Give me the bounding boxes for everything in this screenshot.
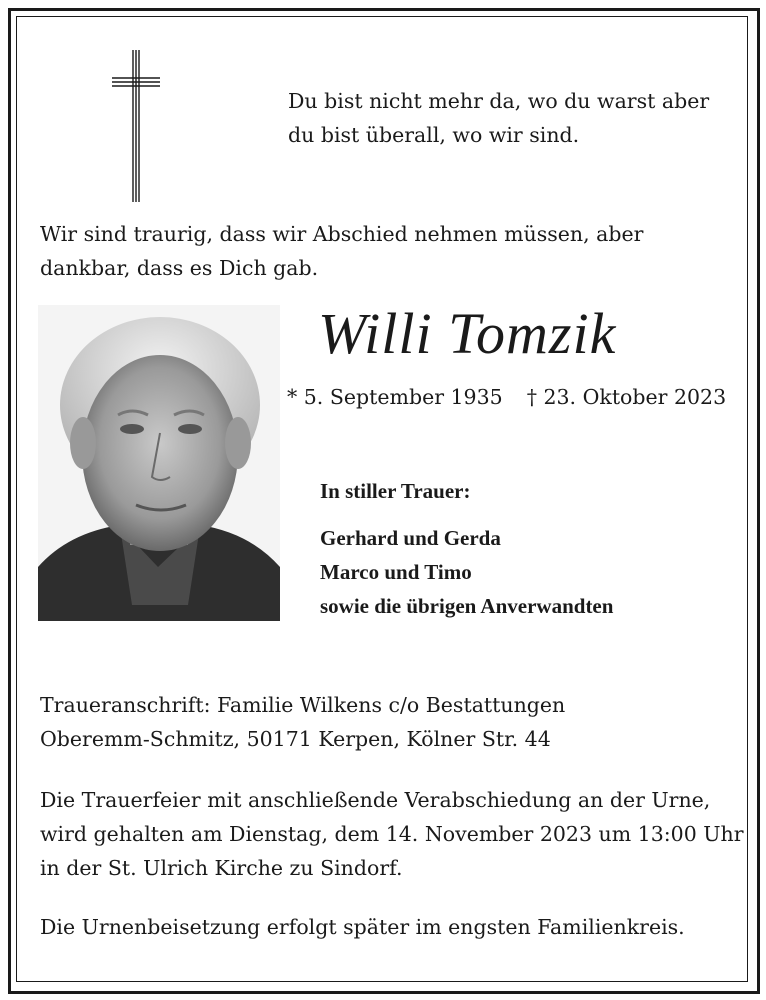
mourner-line: sowie die übrigen Anverwandten xyxy=(320,594,614,618)
burial-text: Die Urnenbeisetzung erfolgt später im engsten Familienkreis. xyxy=(40,915,685,939)
portrait-photo xyxy=(38,305,280,621)
mourning-heading: In stiller Trauer: xyxy=(320,479,471,503)
ceremony-line: Die Trauerfeier mit anschließende Verabschiedung an der Urne, xyxy=(40,788,711,812)
address-line: Traueranschrift: Familie Wilkens c/o Bestattungen xyxy=(40,693,566,717)
birth-date: * 5. September 1935 xyxy=(287,385,503,409)
poem-verse xyxy=(288,84,709,152)
deceased-name: Willi Tomzik xyxy=(318,301,617,366)
life-dates xyxy=(287,380,726,414)
mourning-address xyxy=(40,688,565,756)
mourner-line: Marco und Timo xyxy=(320,560,472,584)
death-date: † 23. Oktober 2023 xyxy=(526,385,727,409)
address-line: Oberemm-Schmitz, 50171 Kerpen, Kölner Str. 44 xyxy=(40,727,551,751)
intro-line: Wir sind traurig, dass wir Abschied nehmen müssen, aber xyxy=(40,222,644,246)
mourners-list xyxy=(320,521,613,623)
poem-line: du bist überall, wo wir sind. xyxy=(288,123,580,147)
mourner-line: Gerhard und Gerda xyxy=(320,526,501,550)
ceremony-text xyxy=(40,783,744,885)
ceremony-line: in der St. Ulrich Kirche zu Sindorf. xyxy=(40,856,403,880)
poem-line: Du bist nicht mehr da, wo du warst aber xyxy=(288,89,710,113)
cross-icon xyxy=(112,50,160,202)
intro-line: dankbar, dass es Dich gab. xyxy=(40,256,319,280)
intro-text xyxy=(40,217,643,285)
ceremony-line: wird gehalten am Dienstag, dem 14. November 2023 um 13:00 Uhr xyxy=(40,822,744,846)
